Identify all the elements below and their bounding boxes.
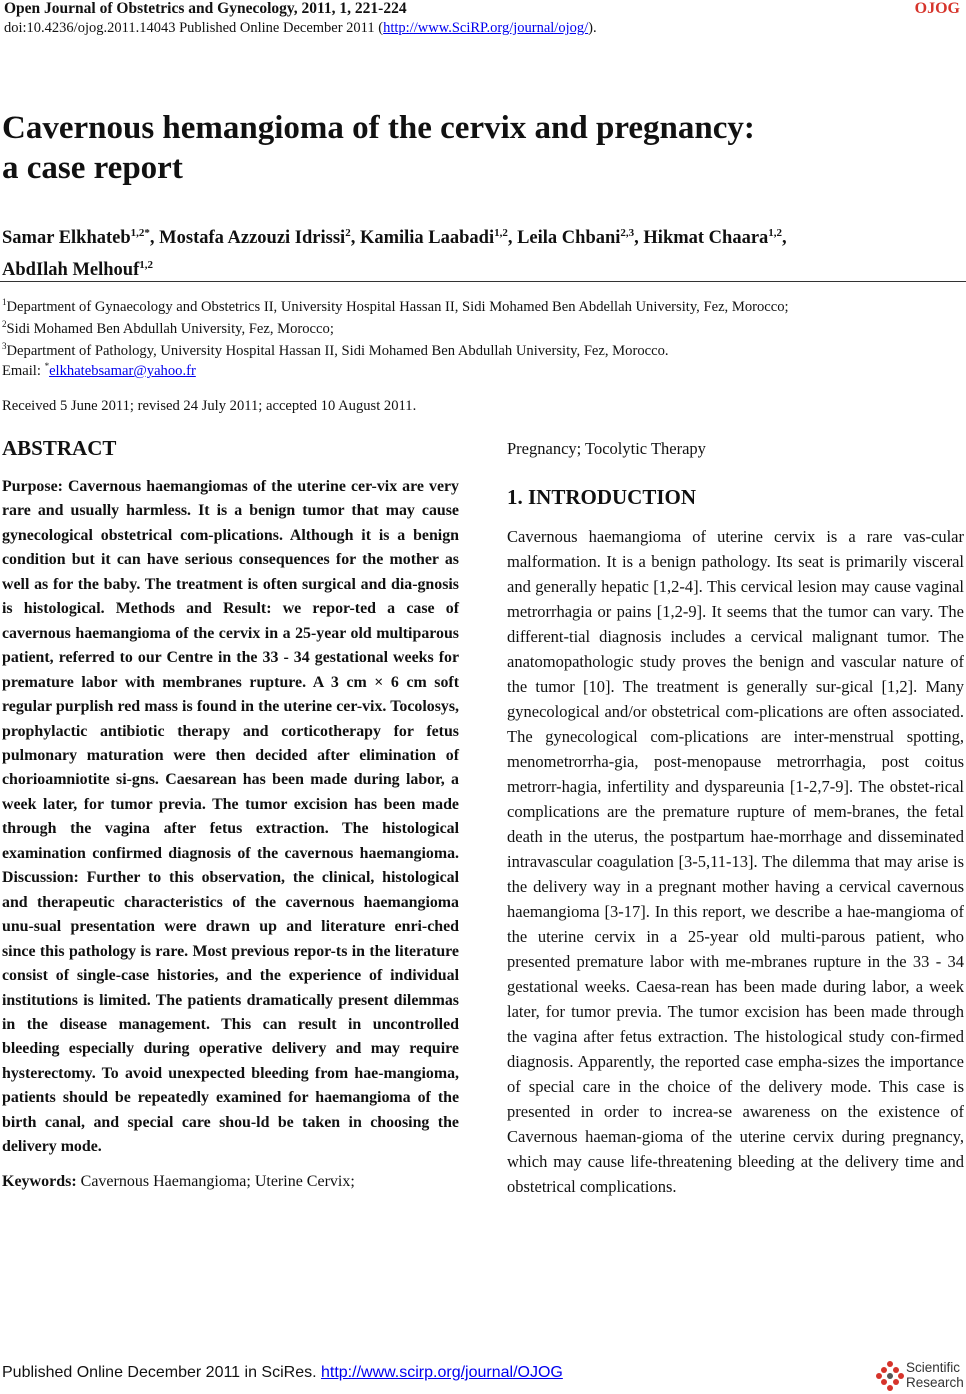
email-marker: * bbox=[44, 361, 50, 371]
footer-link[interactable]: http://www.scirp.org/journal/OJOG bbox=[320, 1364, 563, 1381]
header-divider bbox=[0, 281, 966, 282]
author-affiliation-marker: 1,2 bbox=[494, 227, 508, 239]
affiliation-marker: 1 bbox=[2, 297, 7, 307]
author-separator: , bbox=[782, 228, 787, 249]
author-separator: , bbox=[149, 228, 160, 249]
email-label: Email: bbox=[2, 362, 45, 379]
author-separator: , bbox=[507, 228, 518, 249]
keywords-text: Cavernous Haemangioma; Uterine Cervix; bbox=[76, 1172, 355, 1190]
author-name: Samar Elkhateb bbox=[2, 228, 131, 249]
journal-link[interactable]: http://www.SciRP.org/journal/ojog/ bbox=[383, 20, 589, 36]
footer bbox=[2, 1364, 563, 1382]
affiliation-text: Sidi Mohamed Ben Abdullah University, Fez, Morocco; bbox=[6, 320, 334, 337]
doi-line bbox=[4, 20, 597, 37]
title-line-1: Cavernous hemangioma of the cervix and pregnancy: bbox=[2, 110, 755, 146]
author-name: Kamilia Laabadi bbox=[359, 228, 495, 249]
author-affiliation-marker: 1,2 bbox=[768, 227, 783, 239]
journal-abbreviation: OJOG bbox=[914, 0, 960, 17]
author-name: Hikmat Chaara bbox=[643, 228, 769, 249]
email-link[interactable]: elkhatebsamar@yahoo.fr bbox=[49, 362, 196, 379]
doi-suffix: ). bbox=[588, 20, 597, 36]
scientific-research-logo bbox=[876, 1360, 964, 1394]
affiliation-text: Department of Pathology, University Hospital Hassan II, Sidi Mohamed Ben Abdullah University, Fez, Morocco. bbox=[6, 342, 669, 359]
received-dates: Received 5 June 2011; revised 24 July 2011; accepted 10 August 2011. bbox=[2, 398, 417, 414]
left-column bbox=[2, 475, 459, 1194]
author-name: Leila Chbani bbox=[517, 228, 621, 249]
logo-line-1: Scientific bbox=[906, 1360, 961, 1375]
doi-text: doi:10.4236/ojog.2011.14043 Published Online December 2011 ( bbox=[4, 20, 384, 36]
author-affiliation-marker: 1,2* bbox=[130, 227, 150, 239]
introduction-body: Cavernous haemangioma of uterine cervix is a rare vas-cular malformation. It is a benign pathology. Its seat is primarily visceral and generally hepatic [1,2-4]. This cervical lesion may cause vaginal metrorrhagia or pains [1,2-9]. It seems that the tumor can vary. The different-tial diagnosis includes a cervical malignant tumor. The anatomopathologic study proves the benign and vascular nature of the tumor [10]. The treatment is generally sur-gical [1,2]. Many gynecological and/or obstetrical com-plications are often associated. The gynecological com-plications are inter-menstrual spotting, menometrorrha-gia, post-menopause metrorrhagia, post coitus metrorr-hagia, infertility and dyspareunia [1-2,7-9]. The obstet-rical complications are the premature rupture of mem-branes, the fetal death in the uterus, the postpartum hae-morrhage and disseminated intravascular coagulation [3-5,11-13]. The dilemma that may arise is the delivery way in a pregnant mother having a cervical cavernous haemangioma [3-17]. In this report, we describe a hae-mangioma of the uterine cervix in a 25-year old multi-parous patient, who presented premature labor with me-mbranes rupture in the 33 - 34 gestational weeks. Caesa-rean has been made during labor, a week later, for tumor previa. The tumor excision has been made through the vagina after fetus extraction. The histological study con-firmed diagnosis. Apparently, the reported case empha-sizes the importance of special care in the choice of the delivery mode. This case is presented in order to increa-se awareness on the existence of Cavernous haeman-gioma of the uterine cervix during pregnancy, which may cause life-threatening bleeding at the delivery time and obstetrical complications. bbox=[507, 527, 964, 1196]
introduction-heading: 1. INTRODUCTION bbox=[507, 485, 697, 509]
abstract-body: Purpose: Cavernous haemangiomas of the uterine cer-vix are very rare and usually harmless. It is a benign tumor that may cause gynecological obstetrical com-plications. Although it is a benign condition but it can have serious consequences for the mother as well as for the baby. The treatment is often surgical and dia-gnosis is histological. Methods and Result: we repor-ted a case of cavernous haemangioma of the cervix in a 25-year old multiparous patient, referred to our Centre in the 33 - 34 gestational weeks for premature labor with membranes rupture. A 3 cm × 6 cm soft regular purplish red mass is found in the uterine cer-vix. Tocolosys, prophylactic antibiotic therapy and corticotherapy for fetus pulmonary maturation were then decided after elimination of chorioamniotite si-gns. Caesarean has been made during labor, a week later, for tumor previa. The tumor excision has been made through the vagina after fetus extraction. The histological examination confirmed diagnosis of the cavernous haemangioma. Discussion: Further to this observation, the clinical, histological and therapeutic characteristics of the cavernous haemangioma unu-sual presentation were drawn up and literature enri-ched since this pathology is rare. Most previous repor-ts in the literature consist of single-case histories, and the experience of individual institutions is limited. The patients dramatically present dilemmas in the disease management. This can result in uncontrolled bleeding especially during operative delivery and may require hysterectomy. To avoid unexpected bleeding from hae-mangioma, patients should be repeatedly examined for haemangioma of the birth canal, and special care shou-ld be taken in choosing the delivery mode. bbox=[2, 478, 459, 1156]
affiliation-marker: 3 bbox=[2, 341, 7, 351]
keywords-label: Keywords: bbox=[2, 1172, 77, 1190]
email-line bbox=[2, 356, 962, 382]
paper-title bbox=[2, 108, 952, 188]
author-list bbox=[2, 220, 962, 284]
author-name: Mostafa Azzouzi Idrissi bbox=[159, 228, 346, 249]
author-separator: , bbox=[634, 228, 644, 249]
footer-text: Published Online December 2011 in SciRes. bbox=[2, 1364, 321, 1381]
author-separator: , bbox=[350, 228, 360, 249]
keywords bbox=[2, 1170, 459, 1194]
affiliation-marker: 2 bbox=[2, 319, 7, 329]
logo-wordmark bbox=[906, 1360, 964, 1390]
journal-header: Open Journal of Obstetrics and Gynecology, 2011, 1, 221-224 bbox=[4, 0, 407, 17]
author-affiliation-marker: 2 bbox=[345, 227, 351, 239]
abstract-heading: ABSTRACT bbox=[2, 436, 117, 460]
title-line-2: a case report bbox=[2, 150, 183, 186]
keywords-continued: Pregnancy; Tocolytic Therapy bbox=[507, 439, 706, 458]
author-affiliation-marker: 1,2 bbox=[139, 259, 153, 272]
author-name: AbdIlah Melhouf bbox=[2, 260, 140, 281]
logo-line-2: Research bbox=[906, 1375, 964, 1390]
logo-icon bbox=[876, 1360, 904, 1392]
author-affiliation-marker: 2,3 bbox=[620, 227, 635, 239]
affiliation-text: Department of Gynaecology and Obstetrics II, University Hospital Hassan II, Sidi Mohamed Ben Abdellah University, Fez, Morocco; bbox=[6, 298, 789, 315]
